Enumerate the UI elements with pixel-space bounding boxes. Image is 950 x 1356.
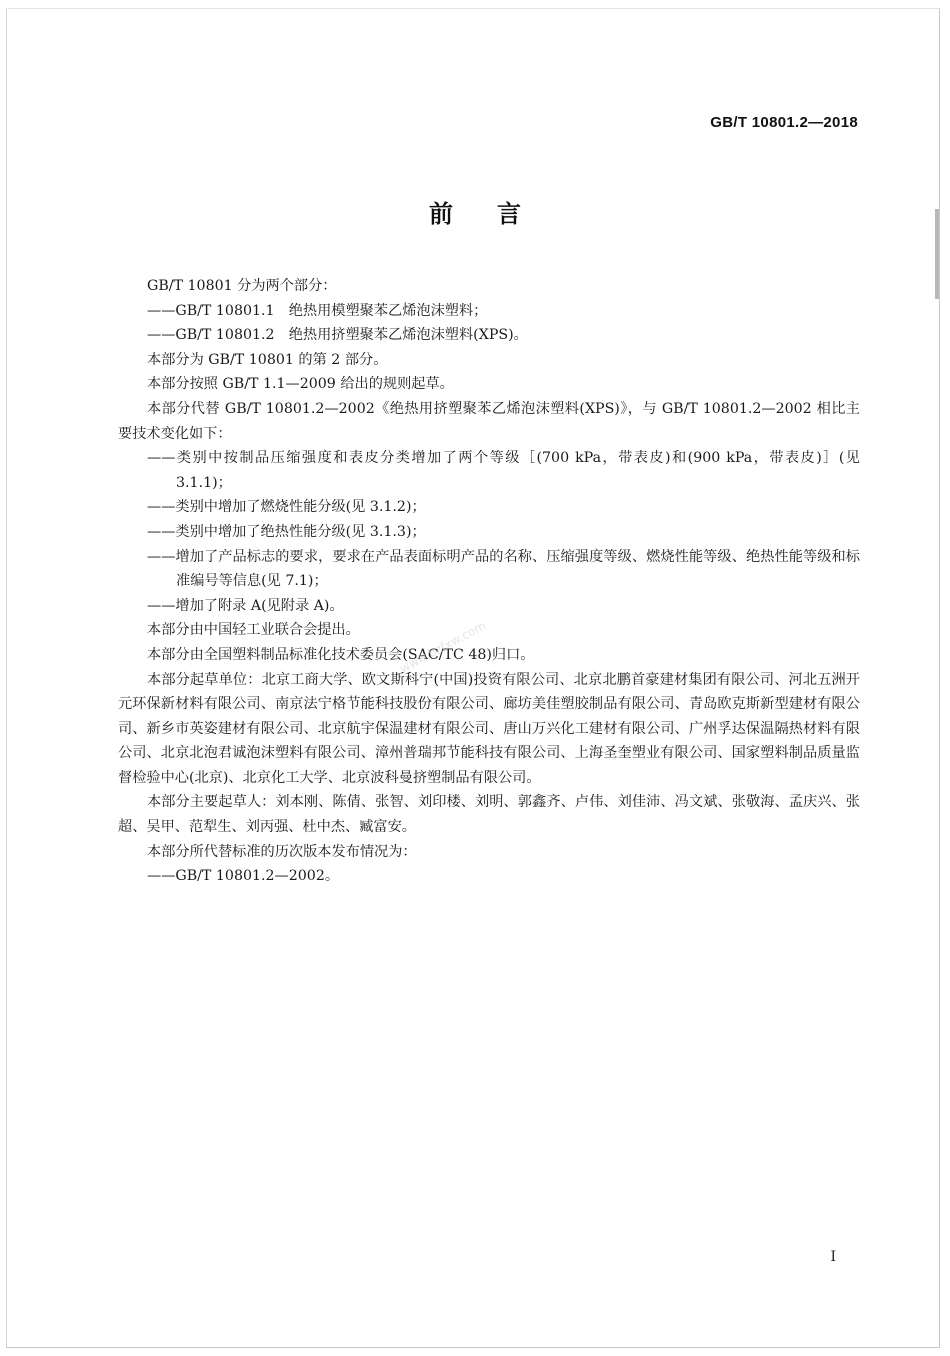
paragraph-drafting-rules: 本部分按照 GB/T 1.1—2009 给出的规则起草。 [147,376,454,393]
list-item-change-5: ——增加了附录 A(见附录 A)。 [147,597,344,614]
paragraph-parts-intro: GB/T 10801 分为两个部分： [147,278,337,294]
paragraph-under-jurisdiction: 本部分由全国塑料制品标准化技术委员会(SAC/TC 48)归口。 [147,646,535,663]
standard-code: GB/T 10801.2—2018 [710,114,858,131]
paragraph-drafters: 本部分主要起草人：刘本刚、陈倩、张智、刘印楼、刘明、郭鑫齐、卢伟、刘佳沛、冯文斌、张敬海、孟庆兴、张超、吴甲、范犁生、刘丙强、杜中杰、臧富安。 [118,794,860,836]
list-item-part-1: ——GB/T 10801.1 绝热用模塑聚苯乙烯泡沫塑料； [147,302,488,319]
list-item-part-2: ——GB/T 10801.2 绝热用挤塑聚苯乙烯泡沫塑料(XPS)。 [147,327,528,344]
page-title: 前言 [429,200,565,228]
list-item-change-1: ——类别中按制品压缩强度和表皮分类增加了两个等级［(700 kPa，带表皮)和(900 kPa，带表皮)］(见 3.1.1)； [147,450,860,491]
paragraph-replaces: 本部分代替 GB/T 10801.2—2002《绝热用挤塑聚苯乙烯泡沫塑料(XPS)》，与 GB/T 10801.2—2002 相比主要技术变化如下： [118,400,860,442]
paragraph-drafting-units: 本部分起草单位：北京工商大学、欧文斯科宁(中国)投资有限公司、北京北鹏首豪建材集团有限公司、河北五洲开元环保新材料有限公司、南京法宁格节能科技股份有限公司、廊坊美佳塑胶制品有限公司、青岛欧克斯新型建材有限公司、新乡市英姿建材有限公司、北京航宇保温建材有限公司、唐山万兴化工建材有限公司、广州孚达保温隔热材料有限公司、北京北泡君诚泡沫塑料有限公司、漳州普瑞邦节能科技有限公司、上海圣奎塑业有限公司、国家塑料制品质量监督检验中心(北京)、北京化工大学、北京波科曼挤塑制品有限公司。 [118,671,860,786]
foreword-body [118,274,860,889]
list-item-change-4: ——增加了产品标志的要求，要求在产品表面标明产品的名称、压缩强度等级、燃烧性能等级、绝热性能等级和标准编号等信息(见 7.1)； [147,548,860,590]
list-item-change-3: ——类别中增加了绝热性能分级(见 3.1.3)； [147,523,426,540]
paragraph-part-number: 本部分为 GB/T 10801 的第 2 部分。 [147,351,388,368]
paragraph-history-intro: 本部分所代替标准的历次版本发布情况为： [147,843,417,860]
page-number: I [830,1249,836,1265]
list-item-change-2: ——类别中增加了燃烧性能分级(见 3.1.2)； [147,499,426,516]
paragraph-proposed-by: 本部分由中国轻工业联合会提出。 [147,622,360,639]
list-item-history-1: ——GB/T 10801.2—2002。 [147,868,340,885]
watermark: www.bzfxw.com [397,618,489,676]
